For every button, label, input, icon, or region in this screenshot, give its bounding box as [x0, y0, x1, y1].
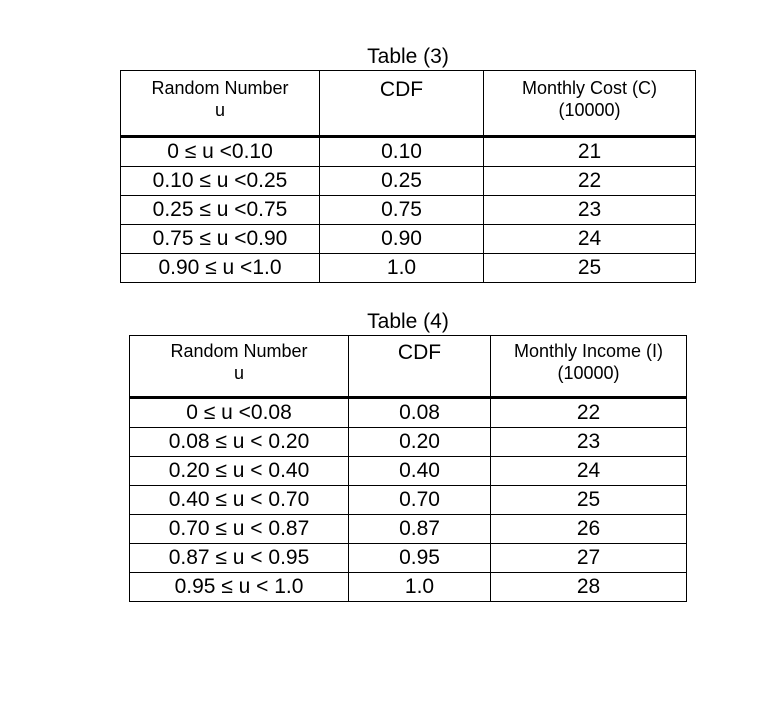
range-cell: 0.10 ≤ u <0.25: [121, 167, 320, 196]
table-row: [121, 137, 696, 167]
cdf-cell: 0.87: [349, 515, 491, 544]
range-cell: 0.95 ≤ u < 1.0: [130, 573, 349, 602]
table-row: [130, 515, 687, 544]
table-row: [130, 486, 687, 515]
cdf-header: CDF: [349, 336, 491, 398]
monthly-cost-table: [120, 70, 696, 283]
header-sublabel: u: [214, 100, 225, 120]
header-label: Monthly Cost (C): [521, 78, 658, 98]
table-row: [121, 225, 696, 254]
range-cell: 0.40 ≤ u < 0.70: [130, 486, 349, 515]
cdf-cell: 0.70: [349, 486, 491, 515]
cdf-cell: 0.75: [320, 196, 484, 225]
range-cell: 0.75 ≤ u <0.90: [121, 225, 320, 254]
value-cell: 25: [484, 254, 696, 283]
value-cell: 26: [491, 515, 687, 544]
table-header-row: [130, 336, 687, 398]
range-cell: 0.70 ≤ u < 0.87: [130, 515, 349, 544]
cdf-cell: 0.10: [320, 137, 484, 167]
cdf-cell: 0.40: [349, 457, 491, 486]
range-cell: 0 ≤ u <0.10: [121, 137, 320, 167]
header-sublabel: (10000): [558, 100, 621, 120]
table-row: [121, 167, 696, 196]
cdf-cell: 1.0: [349, 573, 491, 602]
cdf-cell: 0.95: [349, 544, 491, 573]
random-number-header: [130, 336, 349, 398]
cdf-cell: 0.20: [349, 428, 491, 457]
value-cell: 21: [484, 137, 696, 167]
header-label: Monthly Income (I): [513, 341, 664, 361]
range-cell: 0.87 ≤ u < 0.95: [130, 544, 349, 573]
value-cell: 22: [484, 167, 696, 196]
random-number-header: [121, 71, 320, 137]
monthly-income-table: [129, 335, 687, 602]
range-cell: 0.25 ≤ u <0.75: [121, 196, 320, 225]
table3-caption: Table (3): [367, 45, 449, 68]
value-cell: 27: [491, 544, 687, 573]
cdf-header: CDF: [320, 71, 484, 137]
header-label: Random Number: [170, 341, 308, 361]
table-row: [121, 196, 696, 225]
monthly-income-header: [491, 336, 687, 398]
value-cell: 28: [491, 573, 687, 602]
value-cell: 25: [491, 486, 687, 515]
header-sublabel: (10000): [557, 363, 620, 383]
header-label: Random Number: [151, 78, 289, 98]
table-row: [130, 573, 687, 602]
range-cell: 0.20 ≤ u < 0.40: [130, 457, 349, 486]
value-cell: 22: [491, 398, 687, 428]
table-header-row: [121, 71, 696, 137]
range-cell: 0.90 ≤ u <1.0: [121, 254, 320, 283]
value-cell: 23: [484, 196, 696, 225]
value-cell: 24: [491, 457, 687, 486]
cdf-cell: 0.08: [349, 398, 491, 428]
range-cell: 0 ≤ u <0.08: [130, 398, 349, 428]
cdf-cell: 1.0: [320, 254, 484, 283]
cdf-cell: 0.25: [320, 167, 484, 196]
value-cell: 24: [484, 225, 696, 254]
table-row: [130, 544, 687, 573]
table-row: [130, 428, 687, 457]
table-row: [130, 457, 687, 486]
header-sublabel: u: [233, 363, 244, 383]
value-cell: 23: [491, 428, 687, 457]
cdf-cell: 0.90: [320, 225, 484, 254]
monthly-cost-header: [484, 71, 696, 137]
table-row: [130, 398, 687, 428]
table-row: [121, 254, 696, 283]
range-cell: 0.08 ≤ u < 0.20: [130, 428, 349, 457]
table4-caption: Table (4): [367, 310, 449, 333]
